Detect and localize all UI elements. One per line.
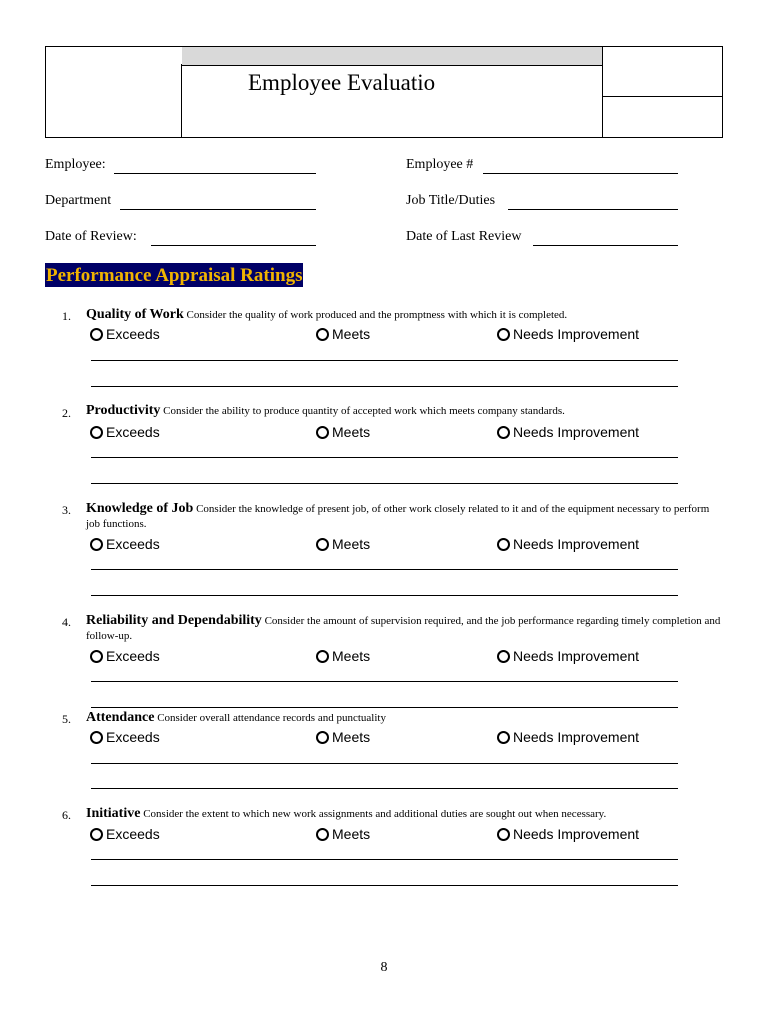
date-of-last-review-field[interactable] [533,245,678,246]
radio-icon[interactable] [497,650,510,663]
job-title-field[interactable] [508,209,678,210]
radio-icon[interactable] [497,731,510,744]
radio-icon[interactable] [316,538,329,551]
criterion-text [86,806,726,822]
criterion-title: Attendance [86,710,155,725]
criterion-title: Reliability and Dependability [86,613,262,628]
criterion-number: 1. [62,309,71,323]
criterion-number: 3. [62,503,71,517]
criterion-number: 4. [62,615,71,629]
criterion-title: Quality of Work [86,307,184,322]
header-divider-left [181,64,182,138]
option-meets[interactable]: Meets [316,648,370,664]
radio-icon[interactable] [497,828,510,841]
radio-icon[interactable] [90,731,103,744]
criterion-description: Consider the quality of work produced and the promptness with which it is completed. [186,309,568,321]
comment-line[interactable] [91,788,678,789]
comment-line[interactable] [91,681,678,682]
radio-icon[interactable] [316,731,329,744]
criterion-text [86,710,726,726]
page-number: 8 [380,960,388,975]
option-exceeds[interactable]: Exceeds [90,536,160,552]
criterion-text [86,307,726,323]
job-title-label: Job Title/Duties [406,193,496,208]
radio-icon[interactable] [497,426,510,439]
option-exceeds[interactable]: Exceeds [90,424,160,440]
employee-number-field[interactable] [483,173,678,174]
criterion-text [86,403,726,419]
date-of-review-label: Date of Review: [45,229,137,244]
radio-icon[interactable] [90,828,103,841]
radio-icon[interactable] [90,328,103,341]
radio-icon[interactable] [497,538,510,551]
criterion-number: 5. [62,712,71,726]
employee-number-label: Employee # [406,157,474,172]
option-exceeds[interactable]: Exceeds [90,826,160,842]
comment-line[interactable] [91,763,678,764]
date-of-last-review-label: Date of Last Review [406,229,522,244]
option-needs-improvement[interactable]: Needs Improvement [497,326,639,342]
radio-icon[interactable] [316,426,329,439]
option-exceeds[interactable]: Exceeds [90,648,160,664]
radio-icon[interactable] [90,538,103,551]
criterion-description: Consider the ability to produce quantity of accepted work which meets company standards. [163,405,565,417]
radio-icon[interactable] [316,828,329,841]
criterion-title: Productivity [86,403,161,418]
comment-line[interactable] [91,885,678,886]
criterion-text [86,613,726,644]
option-meets[interactable]: Meets [316,326,370,342]
document-title: Employee Evaluatio [248,70,436,95]
option-meets[interactable]: Meets [316,424,370,440]
header-divider-right [602,46,603,138]
header-divider-right-horizontal [602,96,723,97]
header-shaded-band [182,47,602,66]
comment-line[interactable] [91,595,678,596]
comment-line[interactable] [91,569,678,570]
option-needs-improvement[interactable]: Needs Improvement [497,536,639,552]
criterion-number: 2. [62,406,71,420]
department-field[interactable] [120,209,316,210]
criterion-description: Consider overall attendance records and punctuality [157,712,386,724]
comment-line[interactable] [91,386,678,387]
comment-line[interactable] [91,360,678,361]
option-exceeds[interactable]: Exceeds [90,326,160,342]
department-label: Department [45,193,112,208]
employee-label: Employee: [45,157,106,172]
criterion-text [86,501,726,532]
radio-icon[interactable] [497,328,510,341]
option-needs-improvement[interactable]: Needs Improvement [497,729,639,745]
option-needs-improvement[interactable]: Needs Improvement [497,826,639,842]
criterion-title: Initiative [86,806,141,821]
section-heading: Performance Appraisal Ratings [46,265,303,286]
criterion-description: Consider the amount of supervision required, and the job performance regarding timely completion and follow-up. [86,615,721,642]
date-of-review-field[interactable] [151,245,316,246]
radio-icon[interactable] [316,650,329,663]
option-meets[interactable]: Meets [316,826,370,842]
employee-field[interactable] [114,173,316,174]
option-exceeds[interactable]: Exceeds [90,729,160,745]
criterion-number: 6. [62,808,71,822]
option-meets[interactable]: Meets [316,729,370,745]
criterion-description: Consider the extent to which new work assignments and additional duties are sought out when necessary. [143,808,607,820]
option-needs-improvement[interactable]: Needs Improvement [497,648,639,664]
radio-icon[interactable] [90,650,103,663]
criterion-description: Consider the knowledge of present job, of other work closely related to it and of the equipment necessary to perform job functions. [86,503,710,530]
comment-line[interactable] [91,707,678,708]
comment-line[interactable] [91,859,678,860]
radio-icon[interactable] [90,426,103,439]
radio-icon[interactable] [316,328,329,341]
comment-line[interactable] [91,483,678,484]
criterion-title: Knowledge of Job [86,501,194,516]
comment-line[interactable] [91,457,678,458]
option-meets[interactable]: Meets [316,536,370,552]
option-needs-improvement[interactable]: Needs Improvement [497,424,639,440]
